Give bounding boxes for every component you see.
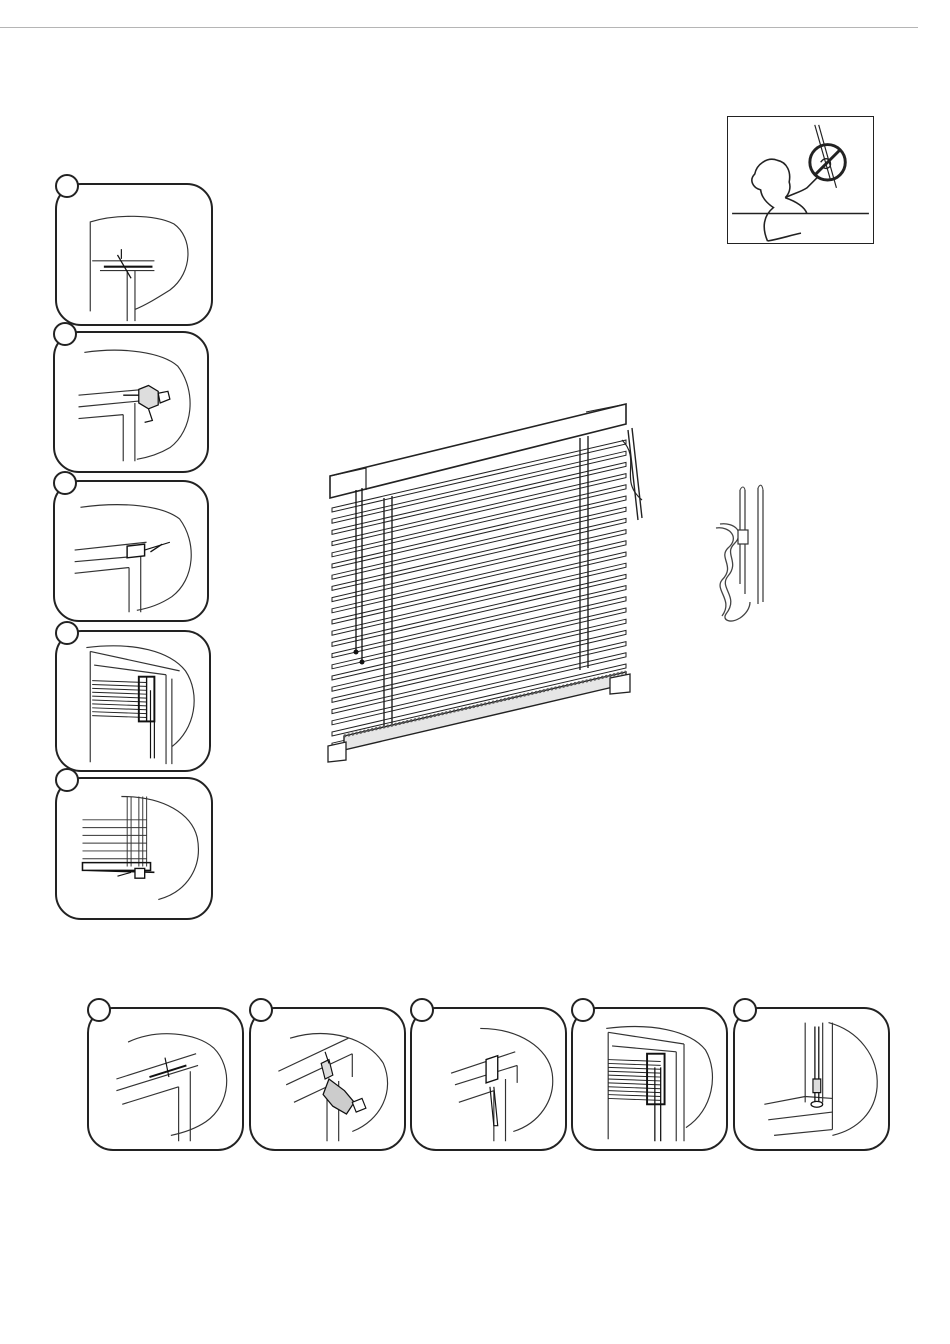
mark-position-icon <box>89 1009 242 1149</box>
drill-frame-icon <box>55 333 207 471</box>
side-step-4 <box>55 630 211 772</box>
fix-guide-cord-icon <box>735 1009 888 1149</box>
step-badge <box>55 768 79 792</box>
step-badge <box>53 471 77 495</box>
bottom-step-3 <box>410 1007 567 1151</box>
side-step-5 <box>55 777 213 920</box>
step-badge <box>55 174 79 198</box>
step-badge <box>87 998 111 1022</box>
bottom-step-1 <box>87 1007 244 1151</box>
secure-bottom-bracket-icon <box>57 779 211 918</box>
step-badge <box>249 998 273 1022</box>
step-badge <box>733 998 757 1022</box>
mount-blind-icon <box>57 632 209 770</box>
step-badge <box>53 322 77 346</box>
step-badge <box>55 621 79 645</box>
mark-position-icon <box>57 185 211 324</box>
side-step-3 <box>53 480 209 622</box>
child-safety-warning <box>727 116 874 244</box>
bottom-step-2 <box>249 1007 406 1151</box>
fit-bracket-icon <box>55 482 207 620</box>
drill-frame-icon <box>251 1009 404 1149</box>
tilt-wand-accessory-illustration <box>700 484 770 626</box>
bottom-step-4 <box>571 1007 728 1151</box>
child-cord-safety-warning-icon <box>728 117 873 243</box>
side-step-1 <box>55 183 213 326</box>
bottom-step-5 <box>733 1007 890 1151</box>
header-rule <box>0 27 918 28</box>
side-step-2 <box>53 331 209 473</box>
mount-blind-icon <box>573 1009 726 1149</box>
fit-bracket-icon <box>412 1009 565 1149</box>
venetian-blind-assembly-illustration <box>326 400 650 764</box>
step-badge <box>410 998 434 1022</box>
step-badge <box>571 998 595 1022</box>
